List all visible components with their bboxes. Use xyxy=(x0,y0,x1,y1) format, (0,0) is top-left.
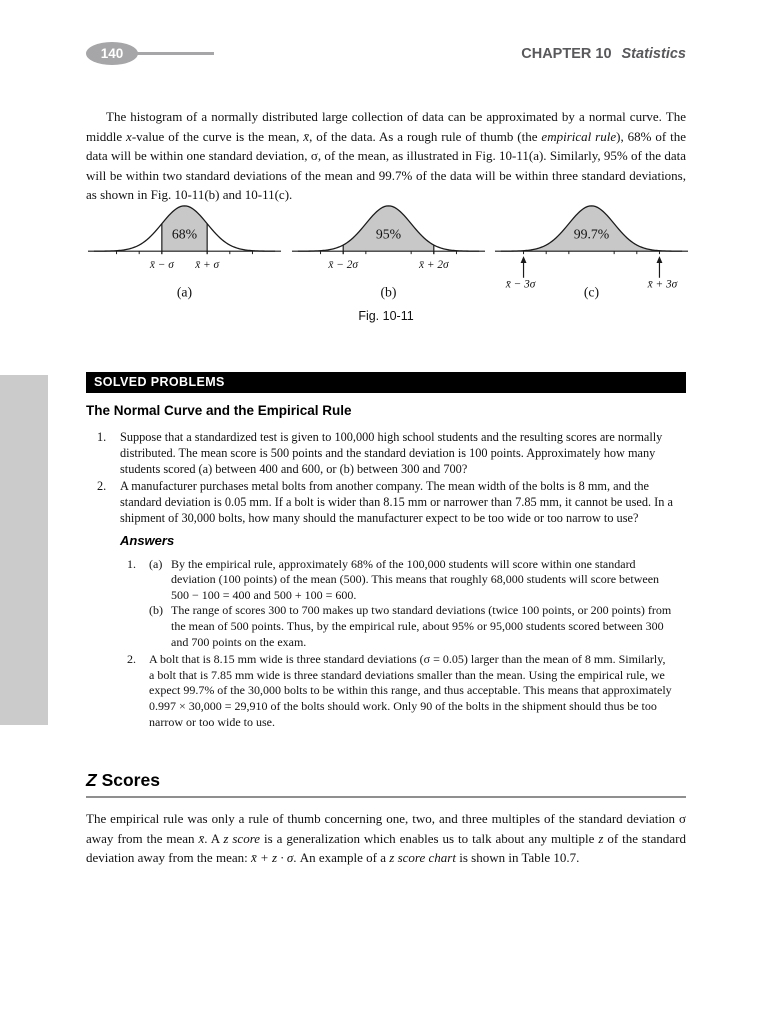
axis-label-left: x̄ − 2σ xyxy=(327,258,358,271)
normal-curve-panel-b xyxy=(290,197,487,300)
answer-item-2 xyxy=(127,652,672,730)
page-number-rule xyxy=(136,52,214,55)
answer-number: 2. xyxy=(127,652,136,667)
z-scores-paragraph: The empirical rule was only a rule of thumb concerning one, two, and three multiples of the standard deviation σ away from the mean x̄. A z score is a generalization which enables us to talk about any multiple z of the standard deviation away from the mean: x̄ + z · σ. An example of a z score chart is shown in Table 10.7. xyxy=(86,811,686,865)
answers-block xyxy=(120,533,672,732)
panel-caption: (a) xyxy=(176,284,193,300)
axis-label-left: x̄ − 3σ xyxy=(505,278,536,291)
normal-curve-panel-c xyxy=(493,197,690,300)
chapter-title: Statistics xyxy=(621,45,686,62)
answers-heading: Answers xyxy=(120,533,175,548)
chapter-label: CHAPTER 10 xyxy=(521,45,612,62)
answer-text: The range of scores 300 to 700 makes up two standard deviations (twice 100 points, or 200 points) from the mean of 500 points. Thus, by the empirical rule, about 95% or 95,000 students scored between 300 and 700 points on the exam. xyxy=(171,603,672,649)
answer-part-a xyxy=(149,557,672,604)
answer-parts xyxy=(149,557,672,651)
z-scores-heading-rule xyxy=(86,796,686,798)
page-number-badge: 140 xyxy=(86,42,138,65)
answer-text: A bolt that is 8.15 mm wide is three standard deviations (σ = 0.05) larger than the mean of 8 mm. Similarly, a bolt that is 7.85 mm wide is three standard deviations smaller than the mean. Using the empirical rule, we expect 99.7% of the 30,000 bolts to be within this range, and thus acceptable. This means that approximately 0.997 × 30,000 = 29,910 of the bolts should work. Only 90 of the bolts in the shipment should thus be too narrow or too wide to use. xyxy=(149,652,672,729)
z-scores-heading: Z Scores xyxy=(86,770,160,790)
section-heading: The Normal Curve and the Empirical Rule xyxy=(86,403,352,418)
normal-curve-panel-a xyxy=(86,197,283,300)
page-header xyxy=(86,42,686,65)
answer-text: By the empirical rule, approximately 68% of the 100,000 students will score within one standard deviation (100 points) of the mean (500). This means that roughly 68,000 students will score between 500 − 100 = 400 and 500 + 100 = 600. xyxy=(171,556,660,602)
panel-caption: (b) xyxy=(379,284,397,300)
z-scores-section xyxy=(86,770,686,881)
answer-part-b xyxy=(149,603,672,650)
problem-text: A manufacturer purchases metal bolts from another company. The mean width of the bolts is 8 mm, and the standard deviation is 0.05 mm. If a bolt is wider than 8.15 mm or narrower than 7.85 mm, it cannot be used. In a shipment of 30,000 bolts, how many should the manufacturer expect to be too wide or too narrow to use? xyxy=(120,478,673,526)
problem-number: 1. xyxy=(97,430,107,444)
figure-10-11 xyxy=(86,197,690,300)
shaded-percent-label: 68% xyxy=(171,226,198,242)
problem-item-1 xyxy=(86,429,686,478)
answer-letter: (a) xyxy=(149,556,163,571)
running-head xyxy=(521,46,686,62)
answer-item-1 xyxy=(127,557,672,651)
intro-paragraph: The histogram of a normally distributed large collection of data can be approximated by a normal curve. The middle x-value of the curve is the mean, x̄, of the data. As a rough rule of thumb (the empirical rule), 68% of the data will be within one standard deviation, σ, of the mean, as illustrated in Fig. 10-11(a). Similarly, 95% of the data will be within two standard deviations of the mean and 99.7% of the data will be within three standard deviations, as shown in Fig. 10-11(b) and 10-11(c). xyxy=(86,109,687,202)
shaded-percent-label: 95% xyxy=(375,226,401,242)
problem-text: Suppose that a standardized test is given to 100,000 high school students and the resulting scores are normally distributed. The mean score is 500 points and the standard deviation is 100 points. Approximately how many students scored (a) between 400 and 600, or (b) between 300 and 700? xyxy=(120,430,663,477)
z-score-chart-term: z score chart xyxy=(389,850,456,865)
problem-number: 2. xyxy=(97,478,107,493)
axis-label-right: x̄ + 3σ xyxy=(647,278,678,291)
solved-problems-banner: SOLVED PROBLEMS xyxy=(86,372,686,393)
left-margin-bar xyxy=(0,375,48,725)
problem-item-2 xyxy=(86,478,686,527)
intro-text: The histogram of a normally distributed large collection of data can be approximated by a normal curve. The middle xyxy=(86,109,686,144)
answer-letter: (b) xyxy=(149,603,163,618)
axis-label-left: x̄ − σ xyxy=(149,258,174,271)
panel-caption: (c) xyxy=(583,284,600,300)
z-score-term: z score xyxy=(223,830,261,846)
answer-number: 1. xyxy=(127,556,136,571)
figure-caption: Fig. 10-11 xyxy=(358,309,414,323)
axis-label-right: x̄ + 2σ xyxy=(418,258,449,271)
problem-list xyxy=(86,429,686,526)
z-score-formula: x̄ + z · σ xyxy=(250,850,294,865)
empirical-rule-term: empirical rule xyxy=(541,128,617,144)
shaded-percent-label: 99.7% xyxy=(573,226,610,242)
axis-label-right: x̄ + σ xyxy=(195,258,220,271)
